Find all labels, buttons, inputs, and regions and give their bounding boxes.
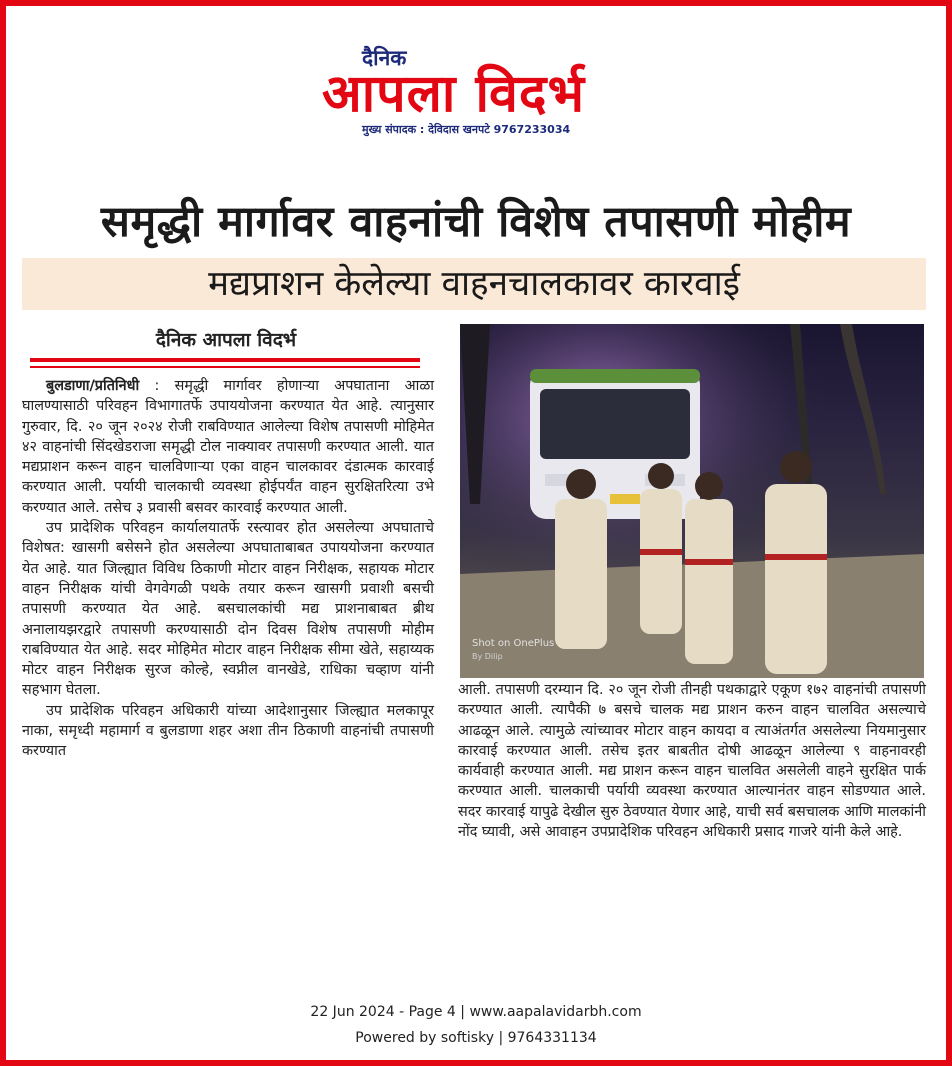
dateline: बुलडाणा/प्रतिनिधी (46, 378, 140, 394)
masthead-prefix: दैनिक (362, 46, 407, 70)
paragraph-4: आली. तपासणी दरम्यान दि. २० जून रोजी तीनही पथकाद्वारे एकूण १७२ वाहनांची तपासणी करण्यात आली. त्यापैकी ७ बसचे चालक मद्य प्राशन करुन वाहन चालवित असल्याचे आढळून आले. त्यामुळे त्यांच्यावर मोटार वाहन कायदा व त्याअंतर्गत असलेल्या नियमानुसार कारवाई करण्यात आली. तसेच इतर बाबतीत दोषी आढळून आलेल्या ९ वाहनावरही कार्यवाही करण्यात आली. मद्य प्राशन करून वाहन चालवित असलेली वाहने सुरक्षित पार्क करण्यात आली. चालकाची पर्यायी व्यवस्था करण्यात आल्यानंतर वाहन सोडण्यात आले. सदर कारवाई यापुढे देखील सुरु ठेवण्यात येणार आहे, याची सर्व बसचालक आणि मालकांनी नोंद घ्यावी, असे आवाहन उपप्रादेशिक परिवहन अधिकारी प्रसाद गाजरे यांनी केले आहे. (458, 682, 926, 841)
footer-date-page: 22 Jun 2024 - Page 4 | www.aapalavidarbh.com (310, 1004, 642, 1020)
paragraph-1: : समृद्धी मार्गावर होणाऱ्या अपघाताना आळा घालण्यासाठी परिवहन विभागातर्फे उपाययोजना करण्यात येत आहे. त्यानुसार गुरुवार, दि. २० जून २०२४ रोजी राबविण्यात आलेल्या विशेष तपासणी मोहिमेत ४२ वाहनांची सिंदखेडराजा समृद्धी टोल नाक्यावर तपासणी करण्यात आली. यात मद्यप्राशन करून वाहन चालविणाऱ्या एका वाहन चालकावर दंडात्मक कारवाई करण्यात आली. पर्यायी चालकाची व्यवस्था होईपर्यंत वाहन सुरक्षितरित्या उभे करण्यात आले. तसेच ३ प्रवासी बसवर कारवाई करण्यात आली. (22, 378, 434, 516)
footer-powered-by: Powered by softisky | 9764331134 (355, 1030, 597, 1046)
news-photo (460, 324, 924, 678)
article-left-column (22, 376, 434, 762)
subheadline: मद्यप्राशन केलेल्या वाहनचालकावर कारवाई (22, 258, 926, 310)
paragraph-3: उप प्रादेशिक परिवहन अधिकारी यांच्या आदेशानुसार जिल्ह्यात मलकापूर नाका, समृध्दी महामार्ग व बुलडाणा शहर अशा तीन ठिकाणी वाहनांची तपासणी करण्यात (22, 702, 434, 760)
photo-watermark-sub: By Dilip (472, 652, 503, 661)
article-right-column (458, 680, 926, 842)
paragraph-2: उप प्रादेशिक परिवहन कार्यालयातर्फे रस्त्यावर होत असलेल्या अपघाताचे विशेषत: खासगी बसेसने होत असलेल्या अपघाताबाबत उपाययोजना करण्यात येत आहे. यात जिल्ह्यात विविध ठिकाणी मोटार वाहन निरीक्षक, सहायक मोटार वाहन निरीक्षक यांची वेगवेगळी पथके तयार करून खासगी प्रवाशी बसची तपासणी करण्यात येत आहे. बसचालकांची मद्य प्राशनाबाबत ब्रीथ अनालायझरद्वारे तपासणी करण्यासाठी दोन दिवस विशेष तपासणी मोहीम राबविण्यात येत आहे. सदर मोहिमेत मोटार वाहन निरीक्षक सीमा खेते, सहाय्यक मोटर वाहन निरीक्षक सुरज कोल्हे, स्वप्नील वानखेडे, राधिका चव्हाण यांनी सहभाग घेतला. (22, 520, 434, 699)
photo-watermark: Shot on OnePlus (472, 638, 555, 649)
byline: दैनिक आपला विदर्भ (155, 329, 297, 351)
byline-rule-thin (30, 366, 420, 368)
masthead-title: आपला विदर्भ (322, 64, 586, 124)
headline: समृद्धी मार्गावर वाहनांची विशेष तपासणी मोहीम (100, 197, 852, 247)
photo-illustration (460, 324, 924, 678)
byline-rule (30, 358, 420, 362)
masthead-editor: मुख्य संपादक : देविदास खनपटे 9767233034 (362, 123, 571, 136)
